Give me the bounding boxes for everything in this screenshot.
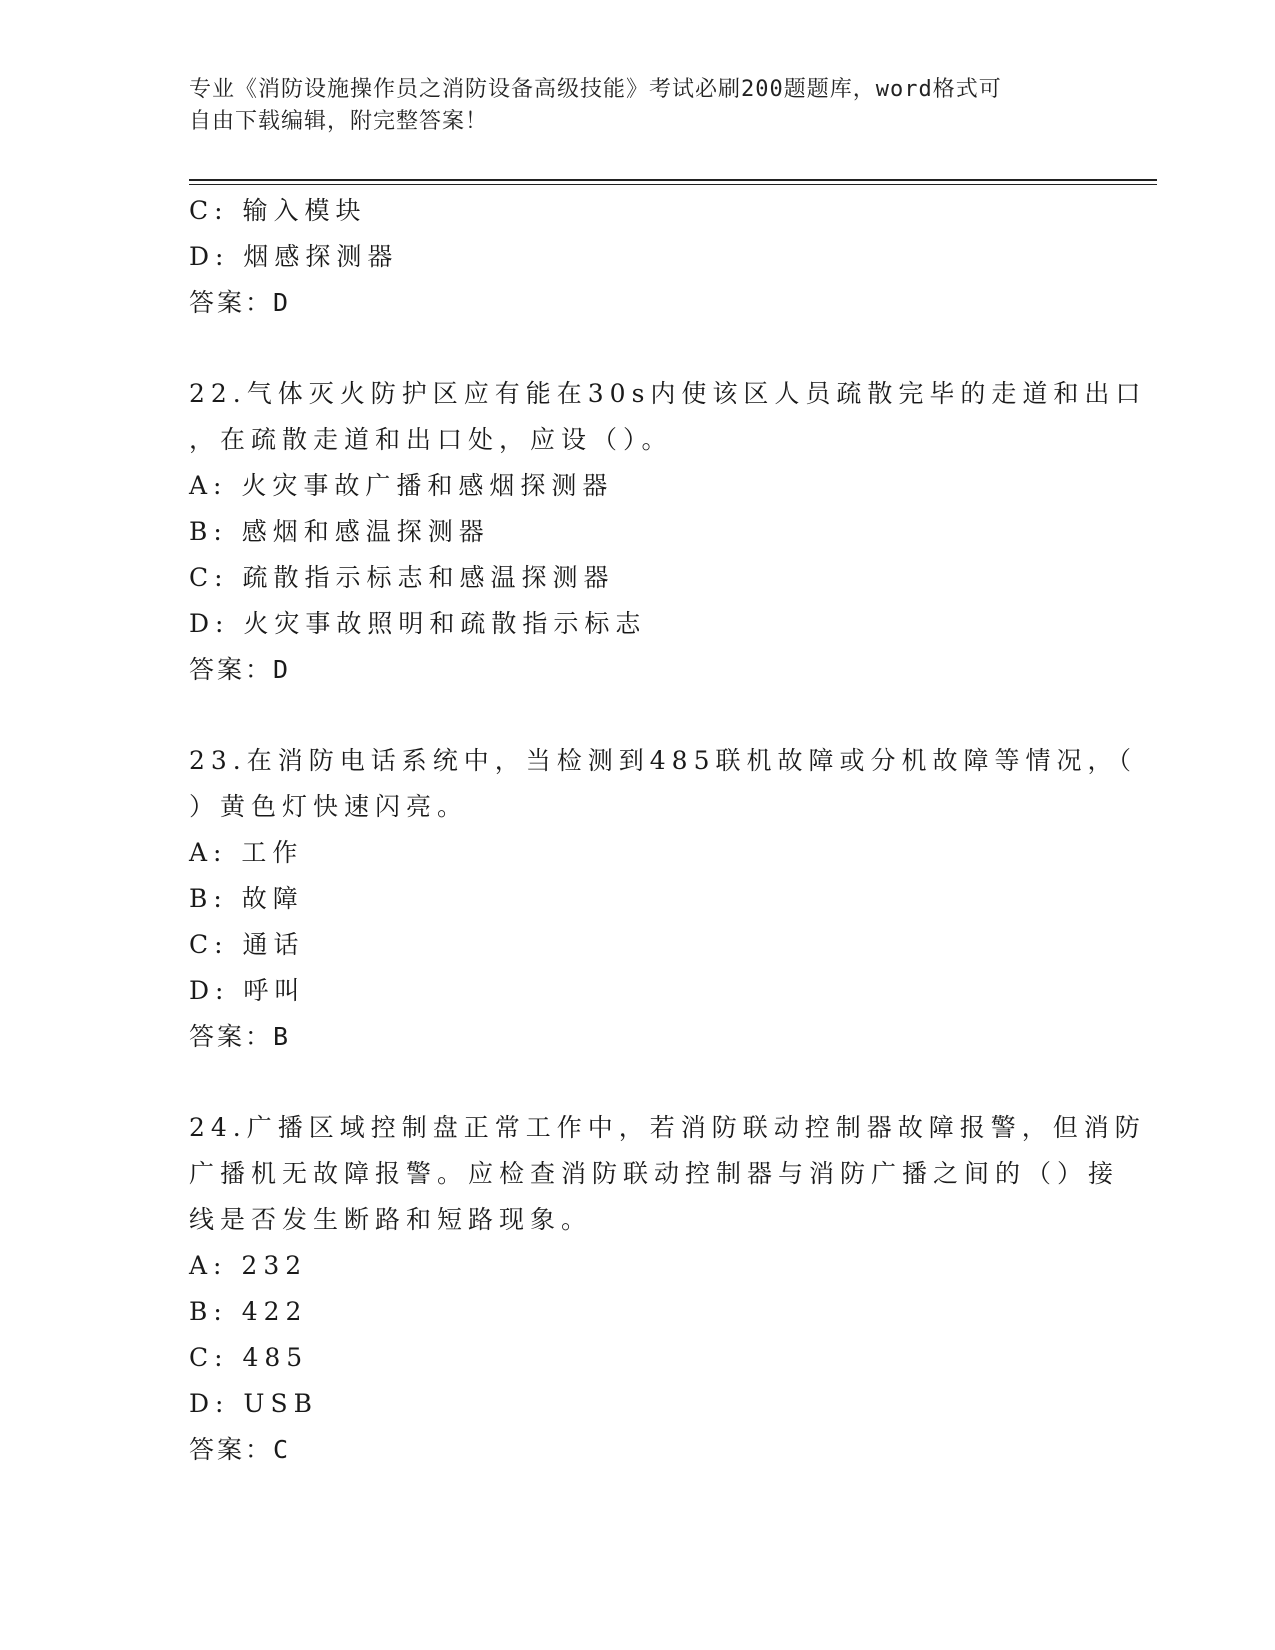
question-24 — [189, 1105, 1146, 1473]
header-divider-thick — [189, 179, 1157, 181]
answer-line: 答案：D — [189, 288, 292, 317]
answer-line: 答案：C — [189, 1435, 292, 1464]
question-gap — [189, 1060, 1089, 1105]
option-c: C: 输入模块 — [189, 196, 367, 225]
question-stem-line: ，在疏散走道和出口处，应设（）。 — [189, 425, 673, 454]
option-a: A: 232 — [189, 1251, 308, 1280]
option-d: D: 火灾事故照明和疏散指示标志 — [189, 609, 647, 638]
header-divider-thin — [189, 184, 1157, 185]
question-stem-line: ）黄色灯快速闪亮。 — [189, 792, 469, 821]
question-stem-line: 22.气体灭火防护区应有能在30s内使该区人员疏散完毕的走道和出口 — [189, 379, 1147, 408]
option-d: D: USB — [189, 1389, 318, 1418]
option-d: D: 呼叫 — [189, 976, 306, 1005]
question-stem-line: 24.广播区域控制盘正常工作中，若消防联动控制器故障报警，但消防 — [189, 1113, 1146, 1142]
option-b: B: 故障 — [189, 884, 304, 913]
header-line-1: 专业《消防设施操作员之消防设备高级技能》考试必刷200题题库，word格式可 — [189, 77, 1002, 102]
question-stem-line: 23.在消防电话系统中，当检测到485联机故障或分机故障等情况，（ — [189, 746, 1137, 775]
question-stem-line: 广播机无故障报警。应检查消防联动控制器与消防广播之间的（）接 — [189, 1159, 1120, 1188]
question-list — [189, 188, 1147, 1473]
option-a: A: 工作 — [189, 838, 304, 867]
question-gap — [189, 326, 1089, 371]
question-stem-line: 线是否发生断路和短路现象。 — [189, 1205, 593, 1234]
option-b: B: 422 — [189, 1297, 308, 1326]
option-b: B: 感烟和感温探测器 — [189, 517, 490, 546]
document-header — [189, 74, 1089, 138]
option-c: C: 485 — [189, 1343, 309, 1372]
option-d: D: 烟感探测器 — [189, 242, 399, 271]
question-gap — [189, 693, 1089, 738]
previous-question-tail — [189, 188, 1089, 326]
answer-line: 答案：D — [189, 655, 292, 684]
answer-line: 答案：B — [189, 1022, 292, 1051]
option-c: C: 疏散指示标志和感温探测器 — [189, 563, 615, 592]
option-c: C: 通话 — [189, 930, 305, 959]
option-a: A: 火灾事故广播和感烟探测器 — [189, 471, 614, 500]
question-23 — [189, 738, 1137, 1060]
header-line-2: 自由下载编辑，附完整答案！ — [189, 109, 489, 134]
question-22 — [189, 371, 1147, 693]
